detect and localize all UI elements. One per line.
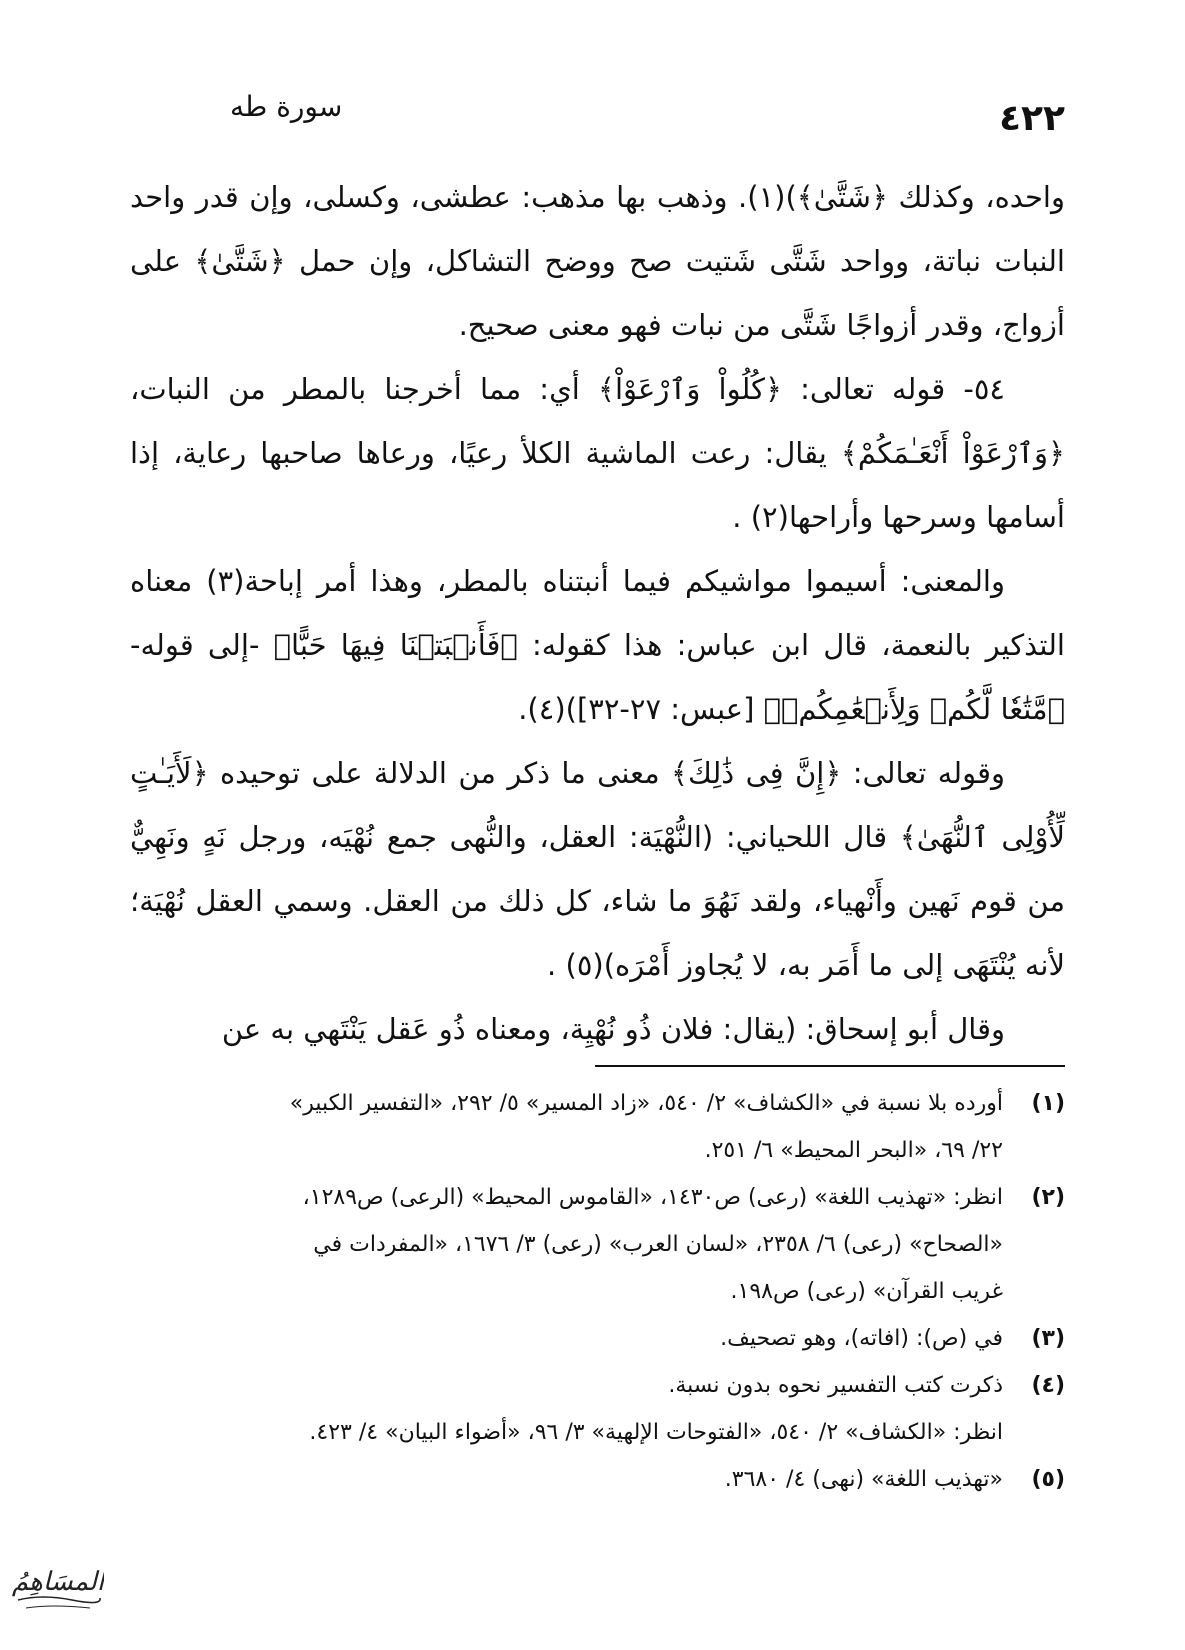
footnote <box>130 1174 1065 1315</box>
page-header <box>120 80 1065 140</box>
footnote-line: انظر: «الكشاف» ٢/ ٥٤٠، «الفتوحات الإلهية» ٣/ ٩٦، «أضواء البيان» ٤/ ٤٢٣. <box>309 1420 1003 1445</box>
footnote-line: «الصحاح» (رعى) ٦/ ٢٣٥٨، «لسان العرب» (رعى) ٣/ ١٦٧٦، «المفردات في <box>313 1232 1003 1257</box>
footnote-line: في (ص): (افاته)، وهو تصحيف. <box>720 1326 1003 1351</box>
footnote-line: ٢٢/ ٦٩، «البحر المحيط» ٦/ ٢٥١. <box>704 1138 1003 1163</box>
footnote <box>130 1080 1065 1174</box>
paragraph: وقال أبو إسحاق: (يقال: فلان ذُو نُهْيِة، ومعناه ذُو عَقل يَنْتَهي به عن <box>221 1012 1005 1046</box>
paragraph: والمعنى: أسيموا مواشيكم فيما أنبتناه بالمطر، وهذا أمر إباحة(٣) معناه التذكير بالنعمة، قال ابن عباس: هذا كقوله: ﴿فَأَنۢبَتۡنَا فِيهَا حَبًّا﴾ -إلى قوله- ﴿مَّتَٰعٗا لَّكُمۡ وَلِأَنۡعَٰمِكُمۡ﴾ [عبس: ٢٧-٣٢])(٤). <box>130 564 1065 726</box>
footnotes <box>130 1080 1065 1503</box>
footnote-number: (٣) <box>1031 1326 1065 1351</box>
footnote-line: «تهذيب اللغة» (نهى) ٤/ ٣٦٨٠. <box>724 1467 1003 1492</box>
footnote <box>130 1456 1065 1503</box>
logo-text: المسَاهِمُ <box>12 1567 104 1597</box>
footnote-number: (٢) <box>1031 1185 1065 1210</box>
page-number: ٤٢٢ <box>999 98 1065 139</box>
footnote-line: غريب القرآن» (رعى) ص١٩٨. <box>730 1279 1003 1304</box>
footnote-line: أورده بلا نسبة في «الكشاف» ٢/ ٥٤٠، «زاد المسير» ٥/ ٢٩٢، «التفسير الكبير» <box>289 1091 1003 1116</box>
footnote-line: ذكرت كتب التفسير نحوه بدون نسبة. <box>668 1373 1003 1398</box>
footnote-line: انظر: «تهذيب اللغة» (رعى) ص١٤٣٠، «القاموس المحيط» (الرعى) ص١٢٨٩، <box>302 1185 1003 1210</box>
running-title: سورة طه <box>230 90 343 123</box>
paragraph: وقوله تعالى: ﴿إِنَّ فِى ذَٰلِكَ﴾ معنى ما ذكر من الدلالة على توحيده ﴿لَأَيَـٰتٍ لِّأُوْلِى ٱلنُّهَىٰ﴾ قال اللحياني: (النُّهْيَة: العقل، والنُّهى جمع نُهْيَه، ورجل نَهٍ ونَهِيٌّ من قوم نَهين وأَنْهياء، ولقد نَهُوَ ما شاء، كل ذلك من العقل. وسمي العقل نُهْيَة؛ لأنه يُنْتَهَى إلى ما أَمَر به، لا يُجاوز أَمْرَه)(٥) . <box>130 756 1065 982</box>
paragraph: واحده، وكذلك ﴿شَتَّىٰ﴾)(١). وذهب بها مذهب: عطشى، وكسلى، وإن قدر واحد النبات نباتة، وواحد شَتَّى شَتيت صح ووضح التشاكل، وإن حمل ﴿شَتَّىٰ﴾ على أزواج، وقدر أزواجًا شَتَّى من نبات فهو معنى صحيح. <box>130 180 1065 342</box>
footnote-number: (٤) <box>1031 1373 1065 1398</box>
main-text <box>130 165 1065 1061</box>
footnote-separator <box>595 1065 1065 1067</box>
almoshahem-logo <box>12 1560 104 1618</box>
footnote-number: (١) <box>1031 1091 1065 1116</box>
footnote <box>130 1362 1065 1456</box>
paragraph: ٥٤- قوله تعالى: ﴿كُلُواْ وَٱرْعَوْاْ﴾ أي: مما أخرجنا بالمطر من النبات، ﴿وَٱرْعَوْاْ أَنْعَـٰمَكُمْ﴾ يقال: رعت الماشية الكلأ رعيًا، ورعاها صاحبها رعاية، إذا أسامها وسرحها وأراحها(٢) . <box>130 372 1065 534</box>
footnote-number: (٥) <box>1031 1467 1065 1492</box>
footnote <box>130 1315 1065 1362</box>
